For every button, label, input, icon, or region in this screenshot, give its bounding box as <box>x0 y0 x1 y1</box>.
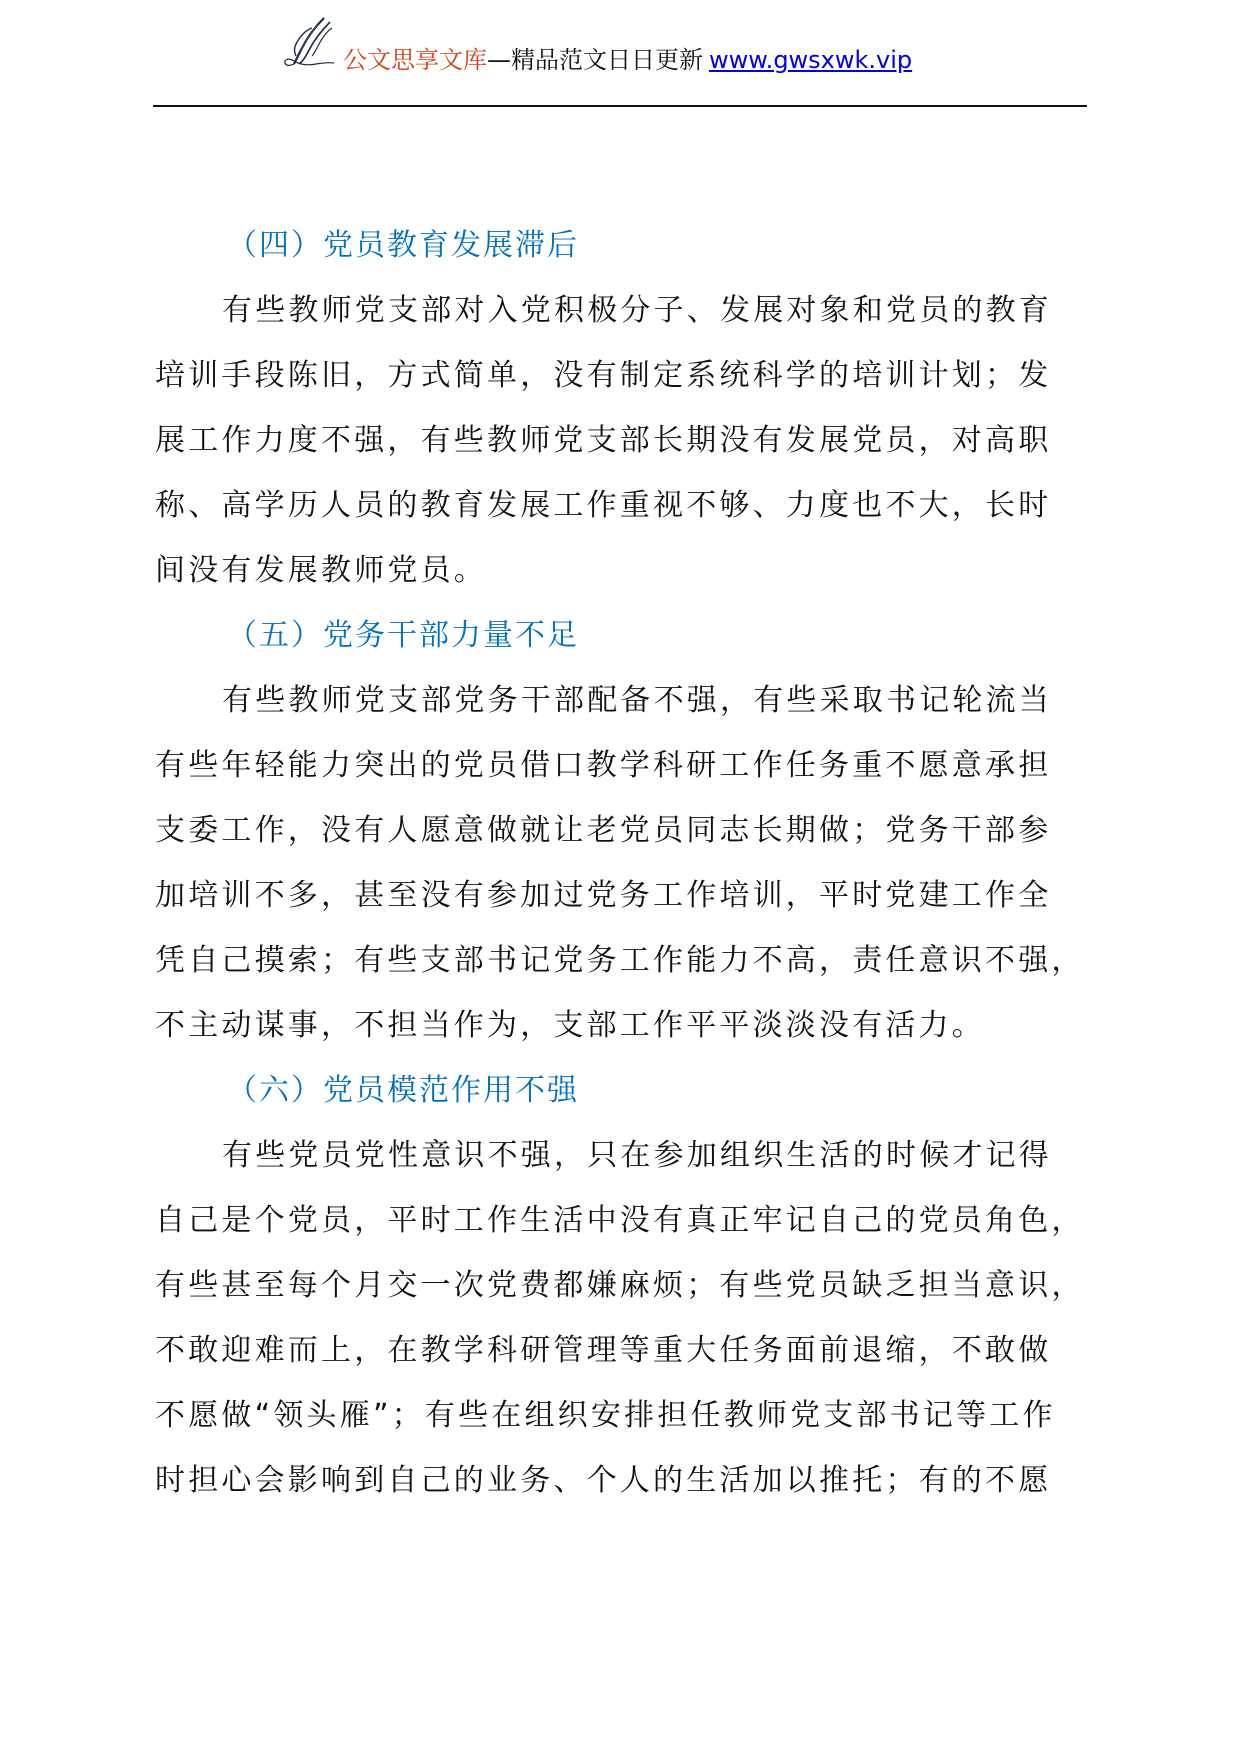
paragraph-line: 有些教师党支部党务干部配备不强，有些采取书记轮流当 <box>222 683 1052 718</box>
quill-pen-icon <box>282 16 340 70</box>
brand-name: 公文思享文库 <box>343 46 487 74</box>
paragraph-line: 间没有发展教师党员。 <box>155 553 487 588</box>
paragraph-line: 培训手段陈旧，方式简单，没有制定系统科学的培训计划；发 <box>155 358 1052 393</box>
paragraph-line: 称、高学历人员的教育发展工作重视不够、力度也不大，长时 <box>155 488 1052 523</box>
paragraph-line: 有些党员党性意识不强，只在参加组织生活的时候才记得 <box>222 1138 1052 1173</box>
header-slogan: —精品范文日日更新 <box>487 46 703 74</box>
paragraph-line: 自己是个党员，平时工作生活中没有真正牢记自己的党员角色， <box>155 1203 1085 1238</box>
page-header <box>0 0 1240 110</box>
section-heading-6: （六）党员模范作用不强 <box>227 1073 579 1108</box>
section-heading-4: （四）党员教育发展滞后 <box>227 228 579 263</box>
paragraph-line: 有些年轻能力突出的党员借口教学科研工作任务重不愿意承担 <box>155 748 1052 783</box>
site-link[interactable]: www.gwsxwk.vip <box>709 46 913 74</box>
paragraph-line: 不愿做“领头雁”；有些在组织安排担任教师党支部书记等工作 <box>155 1398 1056 1433</box>
paragraph-line: 支委工作，没有人愿意做就让老党员同志长期做；党务干部参 <box>155 813 1052 848</box>
paragraph-line: 不主动谋事，不担当作为，支部工作平平淡淡没有活力。 <box>155 1008 985 1043</box>
header-text <box>343 46 912 74</box>
paragraph-line: 加培训不多，甚至没有参加过党务工作培训，平时党建工作全 <box>155 878 1052 913</box>
paragraph-line: 有些甚至每个月交一次党费都嫌麻烦；有些党员缺乏担当意识， <box>155 1268 1085 1303</box>
paragraph-line: 不敢迎难而上，在教学科研管理等重大任务面前退缩，不敢做 <box>155 1333 1052 1368</box>
paragraph-line: 凭自己摸索；有些支部书记党务工作能力不高，责任意识不强， <box>155 943 1085 978</box>
section-heading-5: （五）党务干部力量不足 <box>227 618 579 653</box>
header-divider <box>153 105 1087 107</box>
paragraph-line: 展工作力度不强，有些教师党支部长期没有发展党员，对高职 <box>155 423 1052 458</box>
paragraph-line: 有些教师党支部对入党积极分子、发展对象和党员的教育 <box>222 293 1052 328</box>
paragraph-line: 时担心会影响到自己的业务、个人的生活加以推托；有的不愿 <box>155 1463 1052 1498</box>
